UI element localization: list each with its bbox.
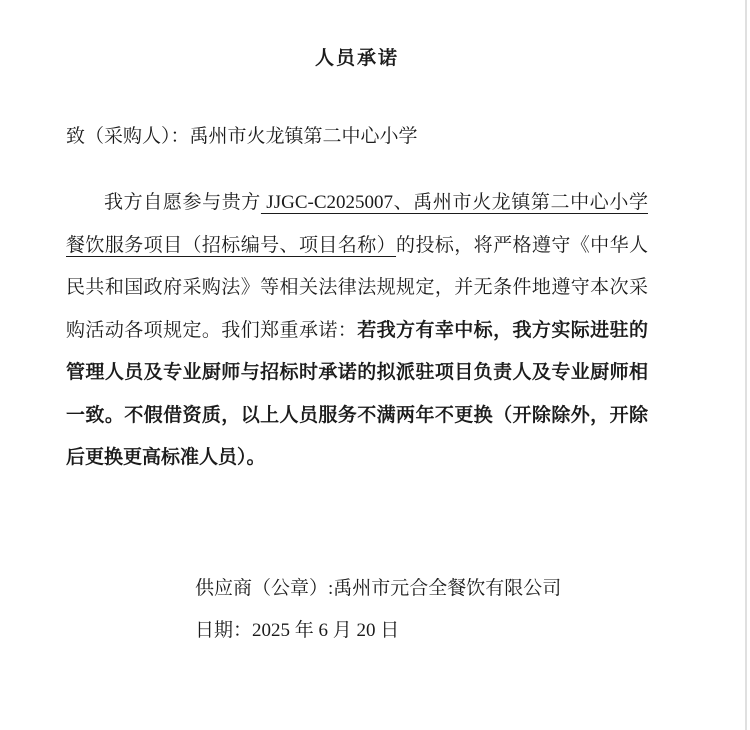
commitment-paragraph xyxy=(66,182,648,480)
body-text-regulations: 的投标，将严格遵守《中华人民共和国政府采购法》等相关法律法规规定，并无条件地遵守本次采购活动各项规定。我们郑重承诺： xyxy=(66,234,648,341)
bold-commitment-text: 若我方有幸中标，我方实际进驻的管理人员及专业厨师与招标时承诺的拟派驻项目负责人及专业厨师相一致。不假借资质，以上人员服务不满两年不更换（开除除外，开除后更换更高标准人员）。 xyxy=(66,319,648,468)
underlined-project-info: JJGC-C2025007、禹州市火龙镇第二中心小学餐饮服务项目（招标编号、项目名称） xyxy=(66,192,648,256)
page-edge-line xyxy=(745,0,747,730)
date-line: 日期：2025 年 6 月 20 日 xyxy=(195,619,400,641)
signature-block xyxy=(195,568,648,652)
addressee-line: 致（采购人）：禹州市火龙镇第二中心小学 xyxy=(66,126,418,147)
body-text-intro: 我方自愿参与贵方 xyxy=(104,192,261,213)
supplier-line: 供应商（公章）:禹州市元合全餐饮有限公司 xyxy=(195,577,562,599)
document-page xyxy=(66,46,648,652)
document-title: 人员承诺 xyxy=(314,48,399,69)
